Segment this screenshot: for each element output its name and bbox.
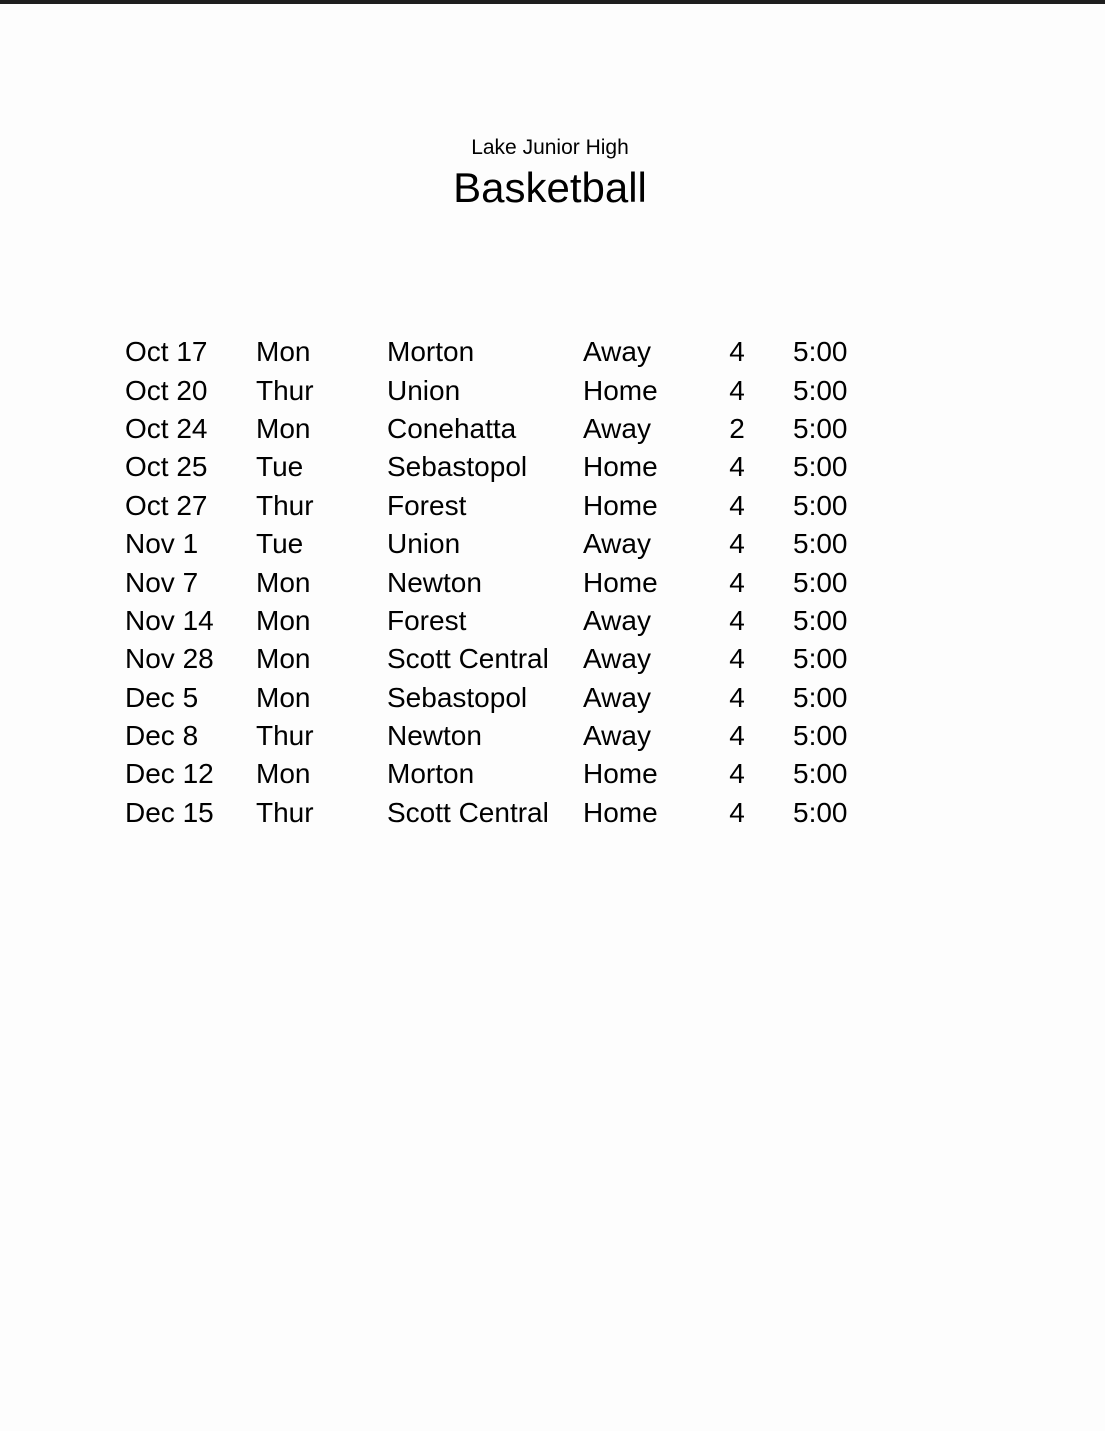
game-count: 4 <box>729 489 745 521</box>
game-date: Nov 14 <box>125 604 214 636</box>
game-date: Oct 20 <box>125 374 208 406</box>
game-day: Thur <box>256 796 314 828</box>
game-location: Away <box>583 643 651 675</box>
game-opponent: Forest <box>387 604 467 636</box>
table-row <box>125 525 873 563</box>
table-row <box>125 448 873 486</box>
game-time: 5:00 <box>793 758 848 790</box>
table-row <box>125 794 873 832</box>
game-count: 4 <box>729 720 745 752</box>
game-count: 2 <box>729 412 745 444</box>
table-row <box>125 602 873 640</box>
game-day: Tue <box>256 528 304 560</box>
game-count: 4 <box>729 796 745 828</box>
game-opponent: Union <box>387 374 461 406</box>
schedule-table <box>125 333 873 832</box>
game-opponent: Scott Central <box>387 796 549 828</box>
table-row <box>125 755 873 793</box>
top-border <box>0 0 1105 4</box>
game-time: 5:00 <box>793 566 848 598</box>
game-location: Home <box>583 796 658 828</box>
game-count: 4 <box>729 758 745 790</box>
game-day: Mon <box>256 336 311 368</box>
game-count: 4 <box>729 336 745 368</box>
game-day: Mon <box>256 758 311 790</box>
game-day: Mon <box>256 412 311 444</box>
game-date: Oct 25 <box>125 451 208 483</box>
game-location: Away <box>583 528 651 560</box>
game-opponent: Sebastopol <box>387 451 528 483</box>
game-date: Oct 24 <box>125 412 208 444</box>
game-count: 4 <box>729 604 745 636</box>
game-day: Mon <box>256 604 311 636</box>
game-time: 5:00 <box>793 643 848 675</box>
game-time: 5:00 <box>793 336 848 368</box>
game-opponent: Newton <box>387 720 482 752</box>
game-opponent: Sebastopol <box>387 681 528 713</box>
table-row <box>125 410 873 448</box>
school-name: Lake Junior High <box>471 136 629 159</box>
game-location: Away <box>583 604 651 636</box>
game-location: Home <box>583 758 658 790</box>
table-row <box>125 371 873 409</box>
game-location: Away <box>583 336 651 368</box>
game-time: 5:00 <box>793 604 848 636</box>
game-location: Away <box>583 720 651 752</box>
game-count: 4 <box>729 528 745 560</box>
game-day: Thur <box>256 720 314 752</box>
game-count: 4 <box>729 451 745 483</box>
game-opponent: Morton <box>387 758 475 790</box>
game-time: 5:00 <box>793 528 848 560</box>
game-day: Mon <box>256 566 311 598</box>
game-date: Nov 7 <box>125 566 199 598</box>
game-count: 4 <box>729 681 745 713</box>
game-time: 5:00 <box>793 374 848 406</box>
game-day: Thur <box>256 374 314 406</box>
table-row <box>125 563 873 601</box>
game-opponent: Union <box>387 528 461 560</box>
game-day: Thur <box>256 489 314 521</box>
game-date: Nov 28 <box>125 643 214 675</box>
game-opponent: Forest <box>387 489 467 521</box>
game-date: Nov 1 <box>125 528 199 560</box>
table-row <box>125 487 873 525</box>
game-location: Home <box>583 451 658 483</box>
game-date: Oct 27 <box>125 489 208 521</box>
game-time: 5:00 <box>793 412 848 444</box>
game-time: 5:00 <box>793 451 848 483</box>
game-location: Home <box>583 374 658 406</box>
game-date: Dec 5 <box>125 681 199 713</box>
game-count: 4 <box>729 374 745 406</box>
game-time: 5:00 <box>793 489 848 521</box>
game-count: 4 <box>729 643 745 675</box>
page-title: Basketball <box>453 164 647 211</box>
table-row <box>125 717 873 755</box>
game-location: Home <box>583 566 658 598</box>
table-row <box>125 333 873 371</box>
game-date: Dec 12 <box>125 758 214 790</box>
game-location: Away <box>583 412 651 444</box>
game-time: 5:00 <box>793 681 848 713</box>
game-location: Away <box>583 681 651 713</box>
game-date: Oct 17 <box>125 336 208 368</box>
game-opponent: Morton <box>387 336 475 368</box>
table-row <box>125 679 873 717</box>
game-opponent: Newton <box>387 566 482 598</box>
game-count: 4 <box>729 566 745 598</box>
game-location: Home <box>583 489 658 521</box>
game-time: 5:00 <box>793 720 848 752</box>
game-opponent: Conehatta <box>387 412 517 444</box>
table-row <box>125 640 873 678</box>
game-day: Mon <box>256 643 311 675</box>
game-day: Mon <box>256 681 311 713</box>
game-time: 5:00 <box>793 796 848 828</box>
game-opponent: Scott Central <box>387 643 549 675</box>
game-date: Dec 8 <box>125 720 199 752</box>
game-day: Tue <box>256 451 304 483</box>
document-header <box>0 135 1100 213</box>
schedule-body <box>125 333 873 832</box>
game-date: Dec 15 <box>125 796 214 828</box>
